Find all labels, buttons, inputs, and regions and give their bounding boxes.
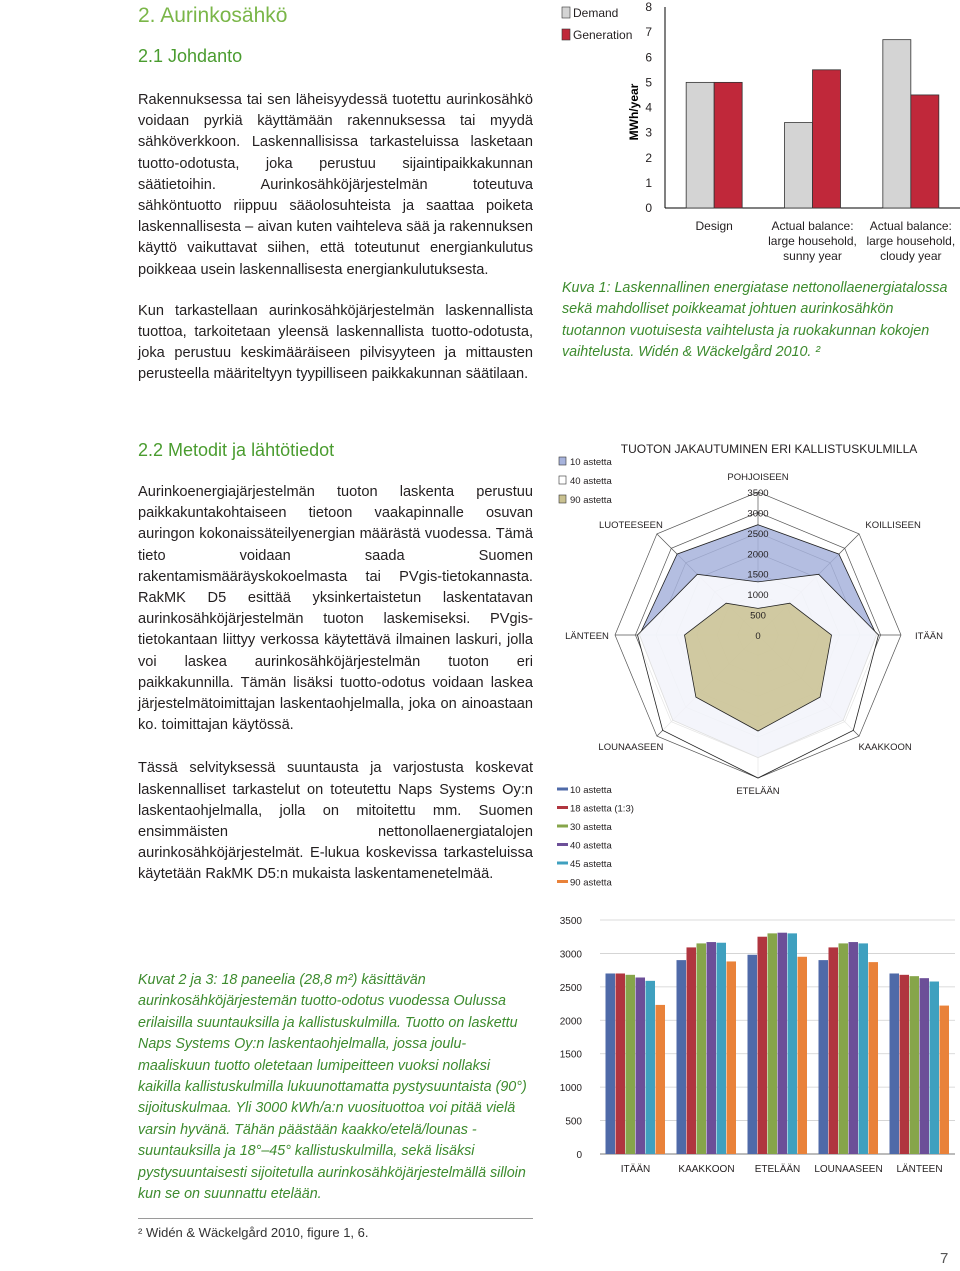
radial-tick-label: 2000 <box>747 549 769 561</box>
y-tick-label: 5 <box>645 75 652 90</box>
category-label: large household, <box>866 234 956 248</box>
radial-tick-label: 2500 <box>747 528 769 540</box>
y-tick-label: 0 <box>576 1150 582 1161</box>
bar <box>768 933 778 1154</box>
bar <box>839 943 849 1154</box>
bar <box>930 982 940 1154</box>
category-label: Actual balance: <box>869 219 952 233</box>
bar <box>819 960 829 1154</box>
bar <box>798 957 808 1154</box>
radial-tick-label: 3000 <box>747 508 769 520</box>
bar <box>813 70 841 208</box>
bar <box>859 943 869 1154</box>
paragraph: Aurinkoenergiajärjestelmän tuoton laskenta perustuu paikkakuntakohtaiseen tietoon vaakapinnalle osuvan auringon kokonaissäteilyenergian määrästä vuodessa. Tämä tieto voidaan saada Suomen rakentamismääräyskokoelmasta tai PVgis-tietokannasta. RakMK D5 esittää yksinkertaistetun laskentatavan aurinkosähköjärjestelmän tuoton laskemiseksi. PVgis-tietokantaan liittyy verkossa käytettävä ilmainen laskuri, jolla voi laskea aurinkosähköjärjestelmän tuoton eri paikkakunnilla. Tämän lisäksi tuotto-odotus voidaan laskea järjestelmätoimittajan laskentaohjelmalla, joka on ainoastaan ko. toimittajan käytössä. <box>138 484 533 734</box>
bar <box>910 976 920 1154</box>
category-label: sunny year <box>783 249 842 263</box>
legend-swatch <box>559 457 566 465</box>
legend-swatch <box>559 495 566 503</box>
energy-balance-chart <box>540 0 960 275</box>
methods-text <box>138 482 533 886</box>
radar-chart <box>555 435 960 900</box>
section2-subtitle: 2.2 Metodit ja lähtötiedot <box>138 440 335 460</box>
bar <box>727 961 737 1154</box>
y-tick-label: 0 <box>645 201 652 215</box>
y-tick-label: 3 <box>645 125 652 140</box>
footnote: ² Widén & Wäckelgård 2010, figure 1, 6. <box>138 1225 369 1240</box>
bar <box>646 981 656 1154</box>
bar <box>717 943 727 1154</box>
bar <box>707 942 717 1154</box>
legend-label: Generation <box>573 28 633 42</box>
y-axis-label: MWh/year <box>627 83 641 141</box>
bar <box>697 943 707 1154</box>
page-number: 7 <box>940 1250 949 1267</box>
paragraph: Tässä selvityksessä suuntausta ja varjostusta koskevat laskennalliset tarkastelut on toteutettu Naps Systems Oy:n laskentaohjelmalla, jolla on mitoitettu mm. Suomen ensimmäisten nettonollaenergiatalojen aurinkosähköjärjestelmät. E-lukua koskevissa tarkasteluissa käytetään RakMK D5:n mukaista laskentamenetelmää. <box>138 760 533 883</box>
radial-tick-label: 1500 <box>747 569 769 581</box>
category-label: cloudy year <box>880 249 942 263</box>
bar <box>626 975 636 1154</box>
footnote-rule <box>138 1218 533 1219</box>
paragraph: Kun tarkastellaan aurinkosähköjärjestelmän laskennallista tuottoa, tarkoitetaan yleensä laskennallista tuotto-odotusta, joka perustuu keskimääräiseen pilvisyyteen ja mittausten perusteella määriteltyyn tyypilliseen paikkakunnan säätilaan. <box>138 302 533 383</box>
y-tick-label: 4 <box>645 100 652 115</box>
bar <box>788 933 798 1154</box>
bar <box>785 123 813 208</box>
category-label: KAAKKOON <box>678 1164 735 1175</box>
chart-title: TUOTON JAKAUTUMINEN ERI KALLISTUSKULMILLA <box>620 442 918 456</box>
legend-label: Demand <box>573 6 619 20</box>
paragraph: Rakennuksessa tai sen läheisyydessä tuotettu aurinkosähkö voidaan pyrkiä käyttämään rakennuksessa tai myydä sähköverkkoon. Laskennallisissa tarkasteluissa lasketaan tuotto-odotusta, joka perustuu sijaintipaikkakunnan säätietoihin. Aurinkosähköjärjestelmän toteutuva sähköntuotto riippuu sääolosuhteista ja saattaa poiketa laskennallisesta – aivan kuten vaihteleva sää ja rakennuksen käyttö vaikuttavat siihen, että toteutunut energiankulutus poikkeaa usein laskennallisesta energiankulutuksesta. <box>138 92 533 278</box>
radial-tick-label: 3500 <box>747 488 769 499</box>
bar <box>656 1005 666 1154</box>
legend-swatch <box>562 7 570 18</box>
legend-swatch <box>559 476 566 484</box>
figure-1-caption: Kuva 1: Laskennallinen energiatase nettonollaenergiatalossa sekä mahdolliset poikkeamat johtuen aurinkosähkön tuotannon vuotuisesta vaihtelusta ja ruokakunnan kokojen vaihtelusta. Widén & Wäckelgård 2010. ² <box>562 280 948 361</box>
figure-2-3-caption: Kuvat 2 ja 3: 18 paneelia (28,8 m²) käsittävän aurinkosähköjärjestemän tuotto-odotus vuodessa Oulussa erilaisilla suuntauksilla ja kallistuskulmilla. Tuotto on laskettu Naps Systems Oy:n laskentaohjelmalla, jossa joulu-maaliskuun tuotto oletetaan lumipeitteen vuoksi nollaksi kaikilla kallistuskulmilla lukuunottamatta pystysuuntaista (90°) sijoituskulmaa. Yli 3000 kWh/a:n vuosituottoa voi pitää vielä varsin hyvänä. Tähän päästään kaakko/etelä/lounas -suuntauksilla ja 18°–45° kallistuskulmilla, sekä lisäksi pystysuuntaisesti sijoitetulla aurinkosähköjärjestelmällä silloin kun se on suunnattu etelään. <box>138 972 527 1203</box>
y-tick-label: 1500 <box>559 1049 582 1061</box>
bar <box>748 955 758 1154</box>
bar <box>677 960 687 1154</box>
y-tick-label: 8 <box>645 0 652 14</box>
y-tick-label: 1 <box>645 175 652 190</box>
bar <box>636 977 646 1154</box>
legend-swatch <box>562 29 570 40</box>
bar <box>869 962 879 1154</box>
y-tick-label: 3500 <box>559 916 582 927</box>
legend-label: 45 astetta <box>570 859 612 870</box>
category-label: LOUNAASEEN <box>814 1164 883 1175</box>
category-label: large household, <box>768 234 857 248</box>
legend-label: 40 astetta <box>570 476 612 487</box>
radial-tick-label: 1000 <box>747 590 769 602</box>
y-tick-label: 1000 <box>559 1083 582 1095</box>
bar <box>920 978 930 1154</box>
bar <box>686 82 714 208</box>
bar <box>758 937 768 1154</box>
bar <box>911 95 939 208</box>
legend-label: 10 astetta <box>570 457 612 468</box>
radar-axis-label: LUOTEESEEN <box>598 519 663 531</box>
radar-axis-label: ITÄÄN <box>915 631 943 642</box>
bar <box>900 975 910 1154</box>
radar-axis-label: KOILLISEEN <box>865 519 921 531</box>
bar <box>778 933 788 1154</box>
intro-text <box>138 90 533 386</box>
bar <box>616 973 626 1154</box>
legend-label: 10 astetta <box>570 785 612 796</box>
y-tick-label: 2 <box>645 150 652 165</box>
bar <box>940 1006 950 1154</box>
legend-label: 90 astetta <box>570 877 612 889</box>
bar <box>890 973 900 1154</box>
bar <box>883 40 911 208</box>
y-tick-label: 3000 <box>559 949 582 961</box>
section-title: 2. Aurinkosähkö <box>138 4 288 27</box>
legend-label: 40 astetta <box>570 840 612 852</box>
category-label: ITÄÄN <box>620 1164 651 1175</box>
bar <box>829 947 839 1154</box>
category-label: Design <box>695 219 733 233</box>
bar <box>714 82 742 208</box>
bar <box>687 947 697 1154</box>
y-tick-label: 2000 <box>559 1016 582 1028</box>
category-label: LÄNTEEN <box>896 1164 943 1175</box>
bar <box>849 942 859 1154</box>
radar-axis-label: KAAKKOON <box>858 742 912 754</box>
section-subtitle: 2.1 Johdanto <box>138 46 243 66</box>
bar <box>606 973 616 1154</box>
category-label: ETELÄÄN <box>754 1164 801 1175</box>
orientation-bar-chart <box>540 905 960 1180</box>
y-tick-label: 6 <box>645 50 652 65</box>
radar-axis-label: POHJOISEEN <box>727 472 789 483</box>
radial-tick-label: 500 <box>750 610 766 622</box>
legend-label: 90 astetta <box>570 495 612 506</box>
category-label: Actual balance: <box>771 219 854 233</box>
legend-label: 18 astetta (1:3) <box>570 803 634 815</box>
radar-axis-label: ETELÄÄN <box>736 786 780 797</box>
y-tick-label: 500 <box>565 1116 582 1128</box>
radar-axis-label: LOUNAASEEN <box>598 742 664 754</box>
radar-axis-label: LÄNTEEN <box>565 631 609 642</box>
y-tick-label: 2500 <box>559 982 582 994</box>
legend-label: 30 astetta <box>570 822 612 833</box>
radial-tick-label: 0 <box>755 631 761 642</box>
y-tick-label: 7 <box>645 25 652 40</box>
